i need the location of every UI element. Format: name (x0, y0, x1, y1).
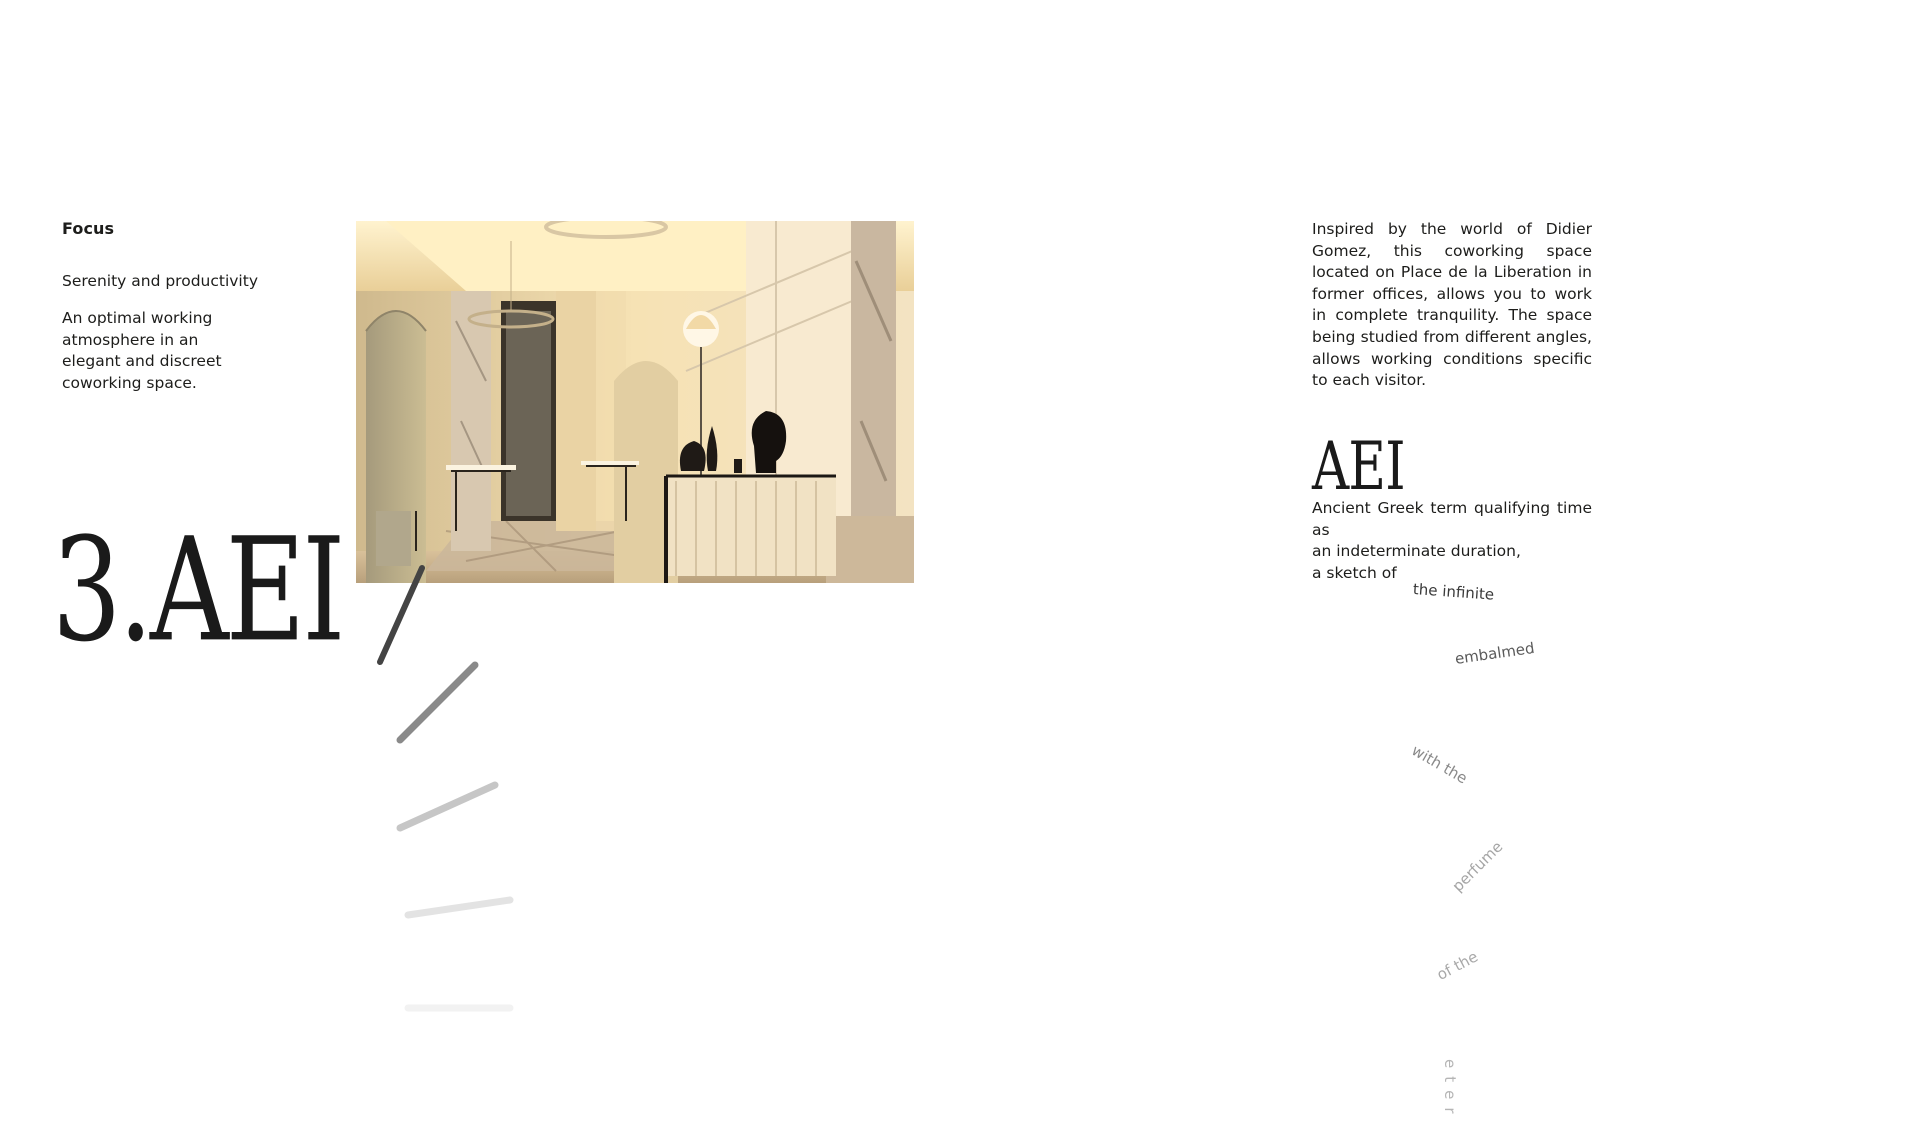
poem-word-2: embalmed (1453, 638, 1536, 668)
aei-definition (1312, 498, 1592, 584)
poem-word-1: the infinite (1412, 580, 1495, 604)
definition-line-2: an indeterminate duration, (1312, 542, 1521, 561)
left-column (62, 219, 322, 394)
ray-3 (400, 785, 495, 828)
intro-paragraph: Inspired by the world of Didier Gomez, this coworking space located on Place de la Liberation in former offices, allows you to work in complete tranquility. The space being studied from different angles, allows working conditions specific to each visitor. (1312, 220, 1592, 390)
poem-word-3: with the (1408, 741, 1471, 788)
subtitle: Serenity and productivity (62, 272, 258, 290)
poem-word-5: of the (1433, 947, 1481, 984)
ray-4 (408, 900, 510, 915)
coworking-interior-render (356, 221, 914, 583)
right-column (1312, 219, 1592, 392)
ray-2 (400, 665, 475, 740)
poem-word-4: perfume (1448, 837, 1507, 896)
aei-heading: AEI (1312, 428, 1405, 505)
definition-line-3: a sketch of (1312, 563, 1397, 582)
description: An optimal working atmosphere in an elegant and discreet coworking space. (62, 309, 222, 392)
interior-photo (356, 221, 914, 583)
section-title: 3.AEI (52, 507, 343, 675)
definition-line-1: Ancient Greek term qualifying time as (1312, 499, 1592, 539)
poem-word-6: eter (1441, 1059, 1459, 1122)
focus-label: Focus (62, 219, 115, 238)
